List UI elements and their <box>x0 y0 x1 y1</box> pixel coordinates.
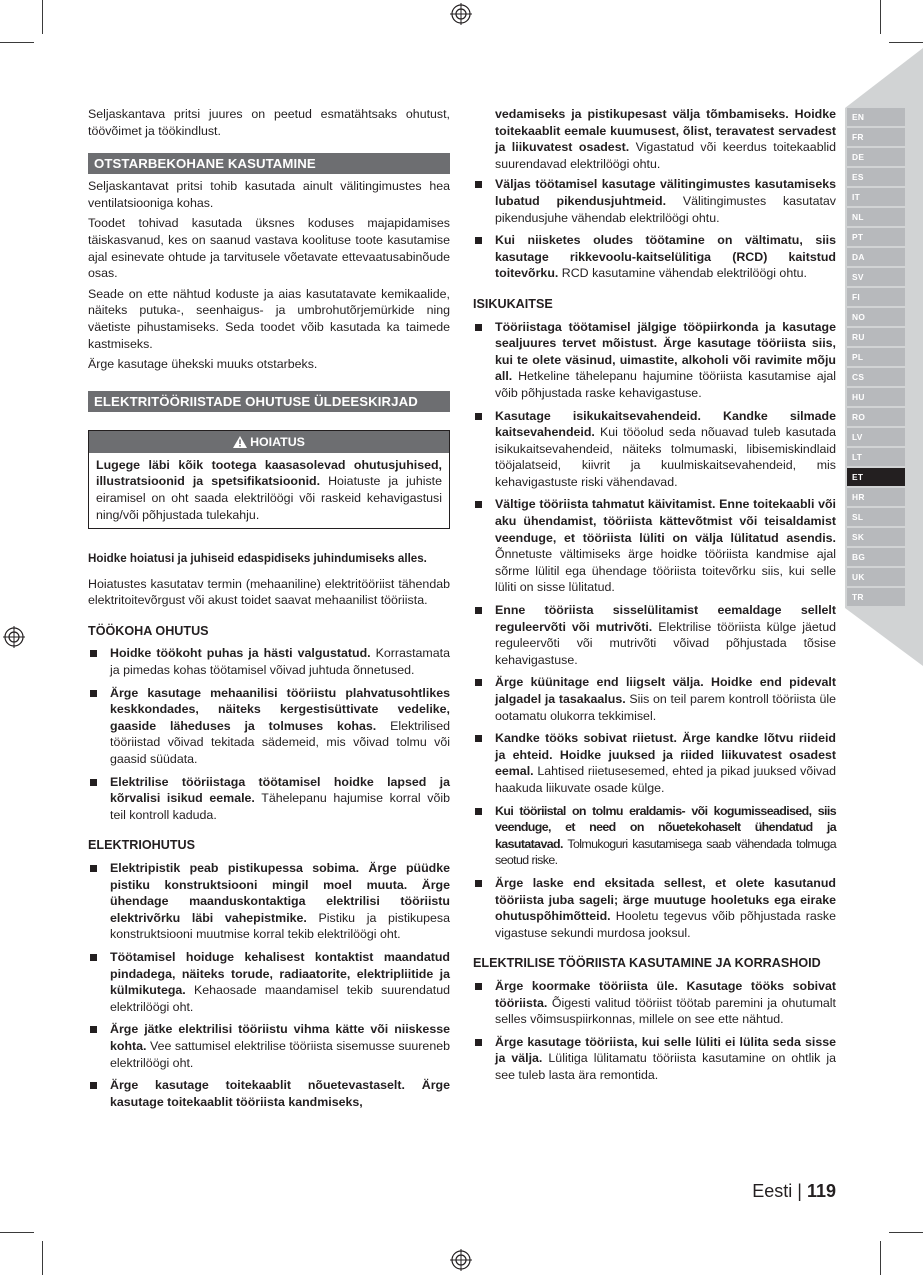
registration-mark-icon <box>450 1249 472 1271</box>
list-item <box>88 1077 450 1110</box>
list-item <box>473 674 836 724</box>
language-tab-fi: FI <box>847 288 905 306</box>
continued-text: Vigastatud või keerdus toitekaablid suurendavad elektrilöögi ohtu. <box>495 140 836 171</box>
page-number: 119 <box>806 1181 836 1201</box>
intro-paragraph: Seljaskantava pritsi juures on peetud esmatähtsaks ohutust, töövõimet ja töökindlust. <box>88 107 450 138</box>
crop-mark <box>0 1232 34 1233</box>
list-item-bold-text: Kasutage isikukaitsevahendeid. Kandke silmade kaitsevahendeid. <box>495 408 836 440</box>
list-item <box>88 774 450 824</box>
list-item-text: Kehaosade maandamisel tekib suurendatud elektrilöögi oht. <box>110 983 450 1014</box>
list-item <box>473 496 836 596</box>
crop-mark <box>880 0 881 34</box>
language-tab-bg: BG <box>847 548 905 566</box>
list-item-bold-text: Ärge jätke elektrilisi tööriistu vihma kätte või niiskesse kohta. <box>110 1022 450 1053</box>
list-item-text: RCD kasutamine vähendab elektrilöögi ohtu. <box>558 266 807 281</box>
warning-header <box>89 431 449 453</box>
section-heading-safety-rules: ELEKTRITÖÖRIISTADE OHUTUSE ÜLDEESKIRJAD <box>88 391 450 412</box>
language-tab-ru: RU <box>847 328 905 346</box>
language-tab-list <box>847 108 905 608</box>
section-heading-intended-use: OTSTARBEKOHANE KASUTAMINE <box>88 153 450 174</box>
list-item-bold-text: Hoidke töökoht puhas ja hästi valgustatud. <box>110 646 371 661</box>
language-tab-sv: SV <box>847 268 905 286</box>
list-item-text: Hooletu tegevus võib põhjustada raske vigastuse sekundi murdosa jooksul. <box>495 909 836 940</box>
language-tab-pl: PL <box>847 348 905 366</box>
continued-item <box>473 106 836 172</box>
warning-label: HOIATUS <box>250 434 305 449</box>
list-item-bold-text: Ärge laske end eksitada sellest, et olete kasutanud tööriista juba sageli; ärge muutuge hooletuks ega eirake ohutuspõhimõtteid. <box>495 875 836 924</box>
list-item <box>473 875 836 941</box>
keep-instructions-note: Hoidke hoiatusi ja juhiseid edaspidiseks juhindumiseks alles. <box>88 552 427 566</box>
list-item-text: Kui tööolud seda nõuavad tuleb kasutada isikukaitsevahendeid, näiteks tolmumaski, libisemiskindlaid tööjalatseid, kiivrit ja kuulmiskaitsevahendeid, mis kehavigastuste riski vähendavad. <box>495 425 836 489</box>
paragraph: Seljaskantavat pritsi tohib kasutada ainult välitingimustes hea ventilatsiooniga kohas. <box>88 179 450 210</box>
list-item-bold-text: Enne tööriista sisselülitamist eemaldage sellelt reguleervõti või mutrivõti. <box>495 603 836 634</box>
language-tab-tr: TR <box>847 588 905 606</box>
tool-use-list <box>473 978 836 1084</box>
crop-mark <box>0 42 34 43</box>
language-tab-hu: HU <box>847 388 905 406</box>
paragraph: Seade on ette nähtud koduste ja aias kasutatavate kemikaalide, näiteks putuka-, seenhaigus- ja umbrohutõrjemürkide ning väetiste pihustamiseks. Seda toodet võib kasutada ka taimede kastmiseks. <box>88 286 450 351</box>
continued-bold-text: vedamiseks ja pistikupesast välja tõmbamiseks. Hoidke toitekaablit eemale kuumusest, õlist, teravatest servadest ja liikuvatest osadest. <box>495 107 836 155</box>
work-area-list <box>88 645 450 823</box>
list-item <box>88 685 450 768</box>
list-item <box>88 860 450 943</box>
language-tab-cs: CS <box>847 368 905 386</box>
list-item-bold-text: Elektripistik peab pistikupessa sobima. Ärge püüdke pistiku konstruktsiooni mingil moel muuta. Ärge ühendage maanduskontaktiga elektrilisi tööriistu elektrivõrku läbi vahepistmike. <box>110 861 450 925</box>
electrical-list <box>88 860 450 1110</box>
list-item-text: Õnnetuste vältimiseks ärge hoidke tööriista kandmise ajal sõrme lülitil ega ühendage tööriista toitevõrku siis, kui selle lüliti on sisse lülitatud. <box>495 547 836 595</box>
subheading-electrical: ELEKTRIOHUTUS <box>88 838 196 853</box>
language-tab-hr: HR <box>847 488 905 506</box>
list-item <box>88 645 450 678</box>
subheading-personal-safety: ISIKUKAITSE <box>473 296 553 311</box>
language-tab-ro: RO <box>847 408 905 426</box>
list-item <box>473 602 836 668</box>
list-item-text: Pistiku ja pistikupesa konstruktsiooni muutmise korral tekib elektrilöögi oht. <box>110 910 450 942</box>
registration-mark-icon <box>3 626 25 648</box>
language-tab-de: DE <box>847 148 905 166</box>
left-column <box>88 106 450 1116</box>
crop-mark <box>889 42 923 43</box>
list-item <box>88 949 450 1015</box>
language-tab-et: ET <box>847 468 905 486</box>
list-item-bold-text: Väljas töötamisel kasutage välitingimustes kasutamiseks lubatud pikendusjuhtmeid. <box>495 177 836 208</box>
warning-bold-text: Lugege läbi kõik tootega kaasasolevad ohutusjuhised, illustratsioonid ja spetsifikatsioonid. <box>96 457 442 489</box>
language-tab-nl: NL <box>847 208 905 226</box>
list-item-bold-text: Ärge küünitage end liigselt välja. Hoidke end pidevalt jalgadel ja tasakaalus. <box>495 675 836 706</box>
list-item-bold-text: Ärge kasutage mehaanilisi tööriistu plahvatusohtlikes keskkondades, näiteks kergestisüttivate vedelike, gaaside läheduses ja tolmuses kohas. <box>110 685 450 733</box>
list-item <box>473 978 836 1028</box>
list-item-bold-text: Ärge kasutage tööriista, kui selle lüliti ei lülita seda sisse ja välja. <box>495 1034 836 1066</box>
list-item-text: Siis on teil parem kontroll tööriista üle ootamatu olukorra tekkimisel. <box>495 692 836 723</box>
language-tab-en: EN <box>847 108 905 126</box>
right-column <box>473 106 836 1089</box>
list-item-bold-text: Kandke tööks sobivat riietust. Ärge kandke lõtvu riideid ja ehteid. Hoidke juuksed ja riided liikuvatest osadest eemal. <box>495 731 836 779</box>
list-item-text: Elektrilised tööriistad võivad tekitada sädemeid, mis võivad tolmu või gaasid süüdata. <box>110 718 450 767</box>
list-item-bold-text: Elektrilise tööriistaga töötamisel hoidke lapsed ja kõrvalisi isikud eemale. <box>110 774 450 806</box>
list-item-text: Elektrilise tööriista külge jäetud reguleervõti või mutrivõti võivad põhjustada tõsise kehavigastuse. <box>495 619 836 667</box>
list-item-bold-text: Vältige tööriista tahmatut käivitamist. Enne toitekaabli või aku ühendamist, tööriista kättevõtmist või teisaldamist veenduge, et tööriista lüliti on välja lülitatud asendis. <box>495 497 836 545</box>
paragraph: Ärge kasutage ühekski muuks otstarbeks. <box>88 357 318 372</box>
list-item-bold-text: Ärge koormake tööriista üle. Kasutage tööks sobivat tööriista. <box>495 978 836 1010</box>
warning-body <box>89 453 449 528</box>
list-item-text: Tähelepanu hajumise korral võib teil kontroll kaduda. <box>110 791 450 822</box>
language-tab-no: NO <box>847 308 905 326</box>
footer-language: Eesti <box>752 1181 793 1201</box>
language-tab-lv: LV <box>847 428 905 446</box>
language-tab-uk: UK <box>847 568 905 586</box>
language-tab-es: ES <box>847 168 905 186</box>
list-item-text: Lahtised riietusesemed, ehted ja pikad juuksed võivad haakuda liikuvate osade külge. <box>495 764 836 795</box>
warning-triangle-icon <box>233 436 247 448</box>
footer-separator: | <box>797 1181 802 1201</box>
language-tab-sk: SK <box>847 528 905 546</box>
list-item-text: Korrastamata ja pimedas kohas töötamisel võivad juhtuda õnnetused. <box>110 646 450 678</box>
registration-mark-icon <box>450 3 472 25</box>
language-tab-da: DA <box>847 248 905 266</box>
list-item-bold-text: Töötamisel hoiduge kehalisest kontaktist maandatud pindadega, näiteks torude, radiaatorite, elektripliitide ja külmikutega. <box>110 949 450 998</box>
subheading-work-area: TÖÖKOHA OHUTUS <box>88 623 209 638</box>
language-tab-it: IT <box>847 188 905 206</box>
crop-mark <box>42 1241 43 1275</box>
crop-mark <box>42 0 43 34</box>
language-tab-sl: SL <box>847 508 905 526</box>
warning-box <box>88 430 450 529</box>
language-tab-lt: LT <box>847 448 905 466</box>
personal-safety-list <box>473 319 836 942</box>
language-tab-fr: FR <box>847 128 905 146</box>
paragraph: Toodet tohivad kasutada üksnes koduses majapidamises täiskasvanud, kes on saanud vastava koolituse toote kasutamise ajal esinevate ohtude ja tarvitusele võetavate ettevaatusabinõude osas. <box>88 216 450 281</box>
page-footer <box>740 1181 836 1202</box>
crop-mark <box>889 1232 923 1233</box>
list-item <box>473 803 836 869</box>
list-item-bold-text: Ärge kasutage toitekaablit nõuetevastaselt. Ärge kasutage toitekaablit tööriista kandmiseks, <box>110 1078 450 1109</box>
list-item <box>473 176 836 226</box>
crop-mark <box>880 1241 881 1275</box>
electrical-list-continued <box>473 176 836 282</box>
subheading-tool-use: ELEKTRILISE TÖÖRIISTA KASUTAMINE JA KORRASHOID <box>473 956 821 971</box>
list-item-bold-text: Tööriistaga töötamisel jälgige tööpiirkonda ja kasutage sealjuures tervet mõistust. Ärge kasutage tööriista siis, kui te olete väsinud, uimastite, alkoholi või ravimite mõju all. <box>495 319 836 384</box>
list-item-text: Tolmukoguri kasutamisega saab vähendada tolmuga seotud riske. <box>495 836 836 868</box>
list-item <box>473 730 836 796</box>
list-item-bold-text: Kui tööriistal on tolmu eraldamis- või kogumisseadised, siis veenduge, et need on nõuetekohaselt ühendatud ja kasutatavad. <box>495 803 836 851</box>
list-item <box>473 408 836 491</box>
list-item <box>473 319 836 402</box>
language-tab-pt: PT <box>847 228 905 246</box>
list-item <box>473 1034 836 1084</box>
list-item-text: Hetkeline tähelepanu hajumine tööriista kasutamise ajal võib põhjustada raske kehavigastuse. <box>495 369 836 400</box>
warning-text: Hoiatuste ja juhiste eiramisel on oht saada elektrilöögi või raskeid kehavigastusi ning/või põhjustada tulekahju. <box>96 474 442 522</box>
list-item-text: Õigesti valitud tööriist töötab paremini ja ohutumalt selles võimsuspiirkonnas, millele on see ette nähtud. <box>495 995 836 1027</box>
list-item-text: Välitingimustes kasutatav pikendusjuhe vähendab elektrilöögi ohtu. <box>495 193 837 225</box>
term-note: Hoiatustes kasutatav termin (mehaaniline) elektritööriist tähendab elektritoitevõrgust või akust toidet saavat mehaanilist tööriista. <box>88 576 450 608</box>
list-item <box>473 232 836 282</box>
list-item-text: Lülitiga lülitamatu tööriista kasutamine on ohtlik ja see tuleb lasta ära remontida. <box>495 1051 836 1082</box>
list-item-bold-text: Kui niisketes oludes töötamine on vältimatu, siis kasutage rikkevoolu-kaitselülitiga (RCD) kaitstud toitevõrku. <box>495 233 836 281</box>
list-item-text: Vee sattumisel elektrilise tööriista sisemusse suureneb elektrilöögi oht. <box>110 1038 450 1070</box>
list-item <box>88 1021 450 1071</box>
